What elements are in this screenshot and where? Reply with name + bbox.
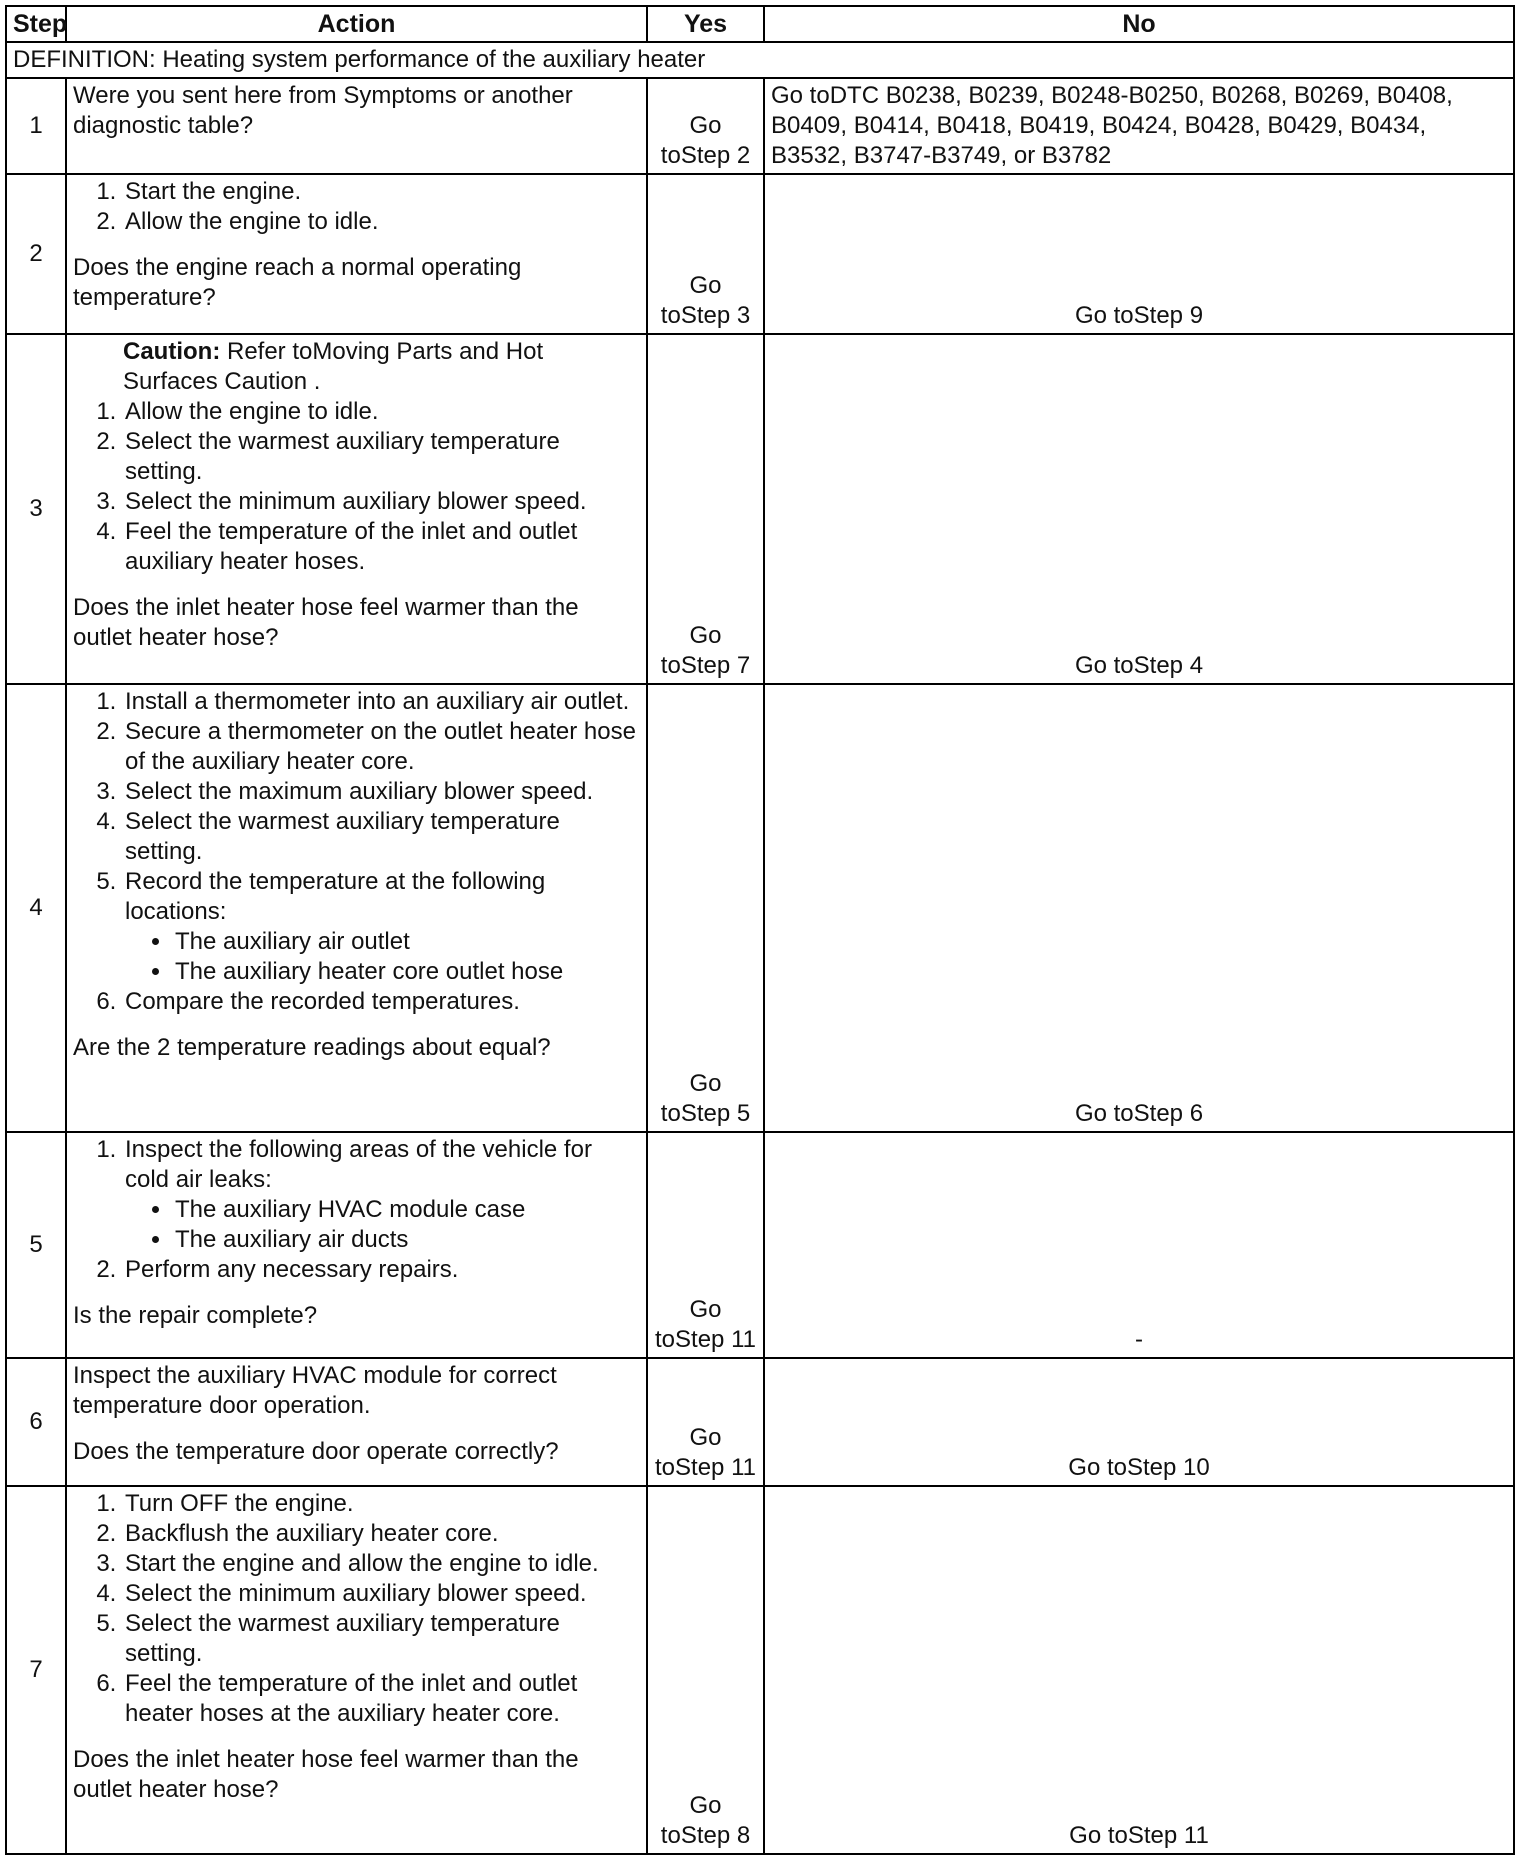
action-cell [66, 1486, 647, 1854]
action-cell [66, 1132, 647, 1358]
diagnostic-table [5, 5, 1515, 1855]
step-number: 5 [6, 1132, 66, 1358]
action-steps-list [73, 687, 640, 1017]
no-cell: Go toStep 6 [764, 684, 1514, 1132]
bullet-item: • The auxiliary HVAC module case [173, 1195, 640, 1225]
list-item: 1. Allow the engine to idle. [123, 397, 640, 427]
list-item: 2. Perform any necessary repairs. [123, 1255, 640, 1285]
step-number: 1 [6, 78, 66, 174]
table-row [6, 78, 1514, 174]
action-steps-list [73, 397, 640, 577]
yes-cell: Go toStep 2 [647, 78, 764, 174]
list-item: 1. Turn OFF the engine. [123, 1489, 640, 1519]
step-number: 6 [6, 1358, 66, 1486]
header-row [6, 6, 1514, 42]
action-cell [66, 684, 647, 1132]
action-question: Does the temperature door operate correctly? [73, 1438, 559, 1465]
step-number: 4 [6, 684, 66, 1132]
no-cell: Go toStep 9 [764, 174, 1514, 334]
bullet-list [125, 927, 640, 987]
header-action: Action [66, 6, 647, 42]
step-number: 7 [6, 1486, 66, 1854]
list-item-with-bullets [123, 1135, 640, 1255]
list-item-text: Record the temperature at the following locations: [125, 868, 546, 925]
list-item: 2. Allow the engine to idle. [123, 207, 640, 237]
header-yes: Yes [647, 6, 764, 42]
list-item: 5. Select the warmest auxiliary temperature setting. [123, 1609, 640, 1669]
action-text: Inspect the auxiliary HVAC module for correct temperature door operation. [73, 1362, 557, 1419]
yes-cell: Go toStep 7 [647, 334, 764, 684]
action-question: Does the inlet heater hose feel warmer than the outlet heater hose? [73, 594, 579, 651]
yes-cell: Go toStep 5 [647, 684, 764, 1132]
list-item: 3. Select the maximum auxiliary blower speed. [123, 777, 640, 807]
list-item: 1. Install a thermometer into an auxiliary air outlet. [123, 687, 640, 717]
action-text: Were you sent here from Symptoms or another diagnostic table? [73, 82, 573, 139]
action-cell [66, 174, 647, 334]
caution-note [123, 337, 640, 397]
action-question: Are the 2 temperature readings about equal? [73, 1034, 551, 1061]
action-question: Does the inlet heater hose feel warmer than the outlet heater hose? [73, 1746, 579, 1803]
definition-text: DEFINITION: Heating system performance of the auxiliary heater [6, 42, 1514, 78]
step-number: 2 [6, 174, 66, 334]
header-step: Step [6, 6, 66, 42]
action-steps-list [73, 177, 640, 237]
bullet-item: • The auxiliary heater core outlet hose [173, 957, 640, 987]
list-item: 6. Feel the temperature of the inlet and outlet heater hoses at the auxiliary heater core. [123, 1669, 640, 1729]
no-cell: Go toStep 4 [764, 334, 1514, 684]
list-item: 3. Start the engine and allow the engine to idle. [123, 1549, 640, 1579]
bullet-item: • The auxiliary air ducts [173, 1225, 640, 1255]
no-cell: Go toStep 10 [764, 1358, 1514, 1486]
table-row [6, 1132, 1514, 1358]
yes-cell: Go toStep 11 [647, 1132, 764, 1358]
no-cell: - [764, 1132, 1514, 1358]
list-item: 2. Secure a thermometer on the outlet heater hose of the auxiliary heater core. [123, 717, 640, 777]
no-cell: Go toStep 11 [764, 1486, 1514, 1854]
list-item: 2. Select the warmest auxiliary temperature setting. [123, 427, 640, 487]
list-item: 4. Feel the temperature of the inlet and outlet auxiliary heater hoses. [123, 517, 640, 577]
step-number: 3 [6, 334, 66, 684]
caution-text: Refer toMoving Parts and Hot Surfaces Caution . [123, 338, 544, 395]
bullet-list [125, 1195, 640, 1255]
bullet-item: • The auxiliary air outlet [173, 927, 640, 957]
caution-label: Caution: [123, 338, 221, 365]
table-row [6, 684, 1514, 1132]
action-cell [66, 334, 647, 684]
table-row [6, 174, 1514, 334]
action-question: Is the repair complete? [73, 1302, 318, 1329]
yes-cell: Go toStep 3 [647, 174, 764, 334]
header-no: No [764, 6, 1514, 42]
table-row [6, 1486, 1514, 1854]
action-question: Does the engine reach a normal operating temperature? [73, 254, 522, 311]
yes-cell: Go toStep 8 [647, 1486, 764, 1854]
list-item: 1. Start the engine. [123, 177, 640, 207]
no-cell: Go toDTC B0238, B0239, B0248-B0250, B0268, B0269, B0408, B0409, B0414, B0418, B0419, B0424, B0428, B0429, B0434, B3532, B3747-B3749, or B3782 [764, 78, 1514, 174]
list-item: 2. Backflush the auxiliary heater core. [123, 1519, 640, 1549]
yes-cell: Go toStep 11 [647, 1358, 764, 1486]
list-item: 6. Compare the recorded temperatures. [123, 987, 640, 1017]
list-item-text: Inspect the following areas of the vehicle for cold air leaks: [125, 1136, 592, 1193]
action-steps-list [73, 1489, 640, 1729]
action-steps-list [73, 1135, 640, 1285]
definition-row [6, 42, 1514, 78]
list-item: 3. Select the minimum auxiliary blower speed. [123, 487, 640, 517]
list-item: 4. Select the minimum auxiliary blower speed. [123, 1579, 640, 1609]
table-row [6, 1358, 1514, 1486]
list-item-with-bullets [123, 867, 640, 987]
action-cell [66, 78, 647, 174]
list-item: 4. Select the warmest auxiliary temperature setting. [123, 807, 640, 867]
action-cell [66, 1358, 647, 1486]
table-row [6, 334, 1514, 684]
